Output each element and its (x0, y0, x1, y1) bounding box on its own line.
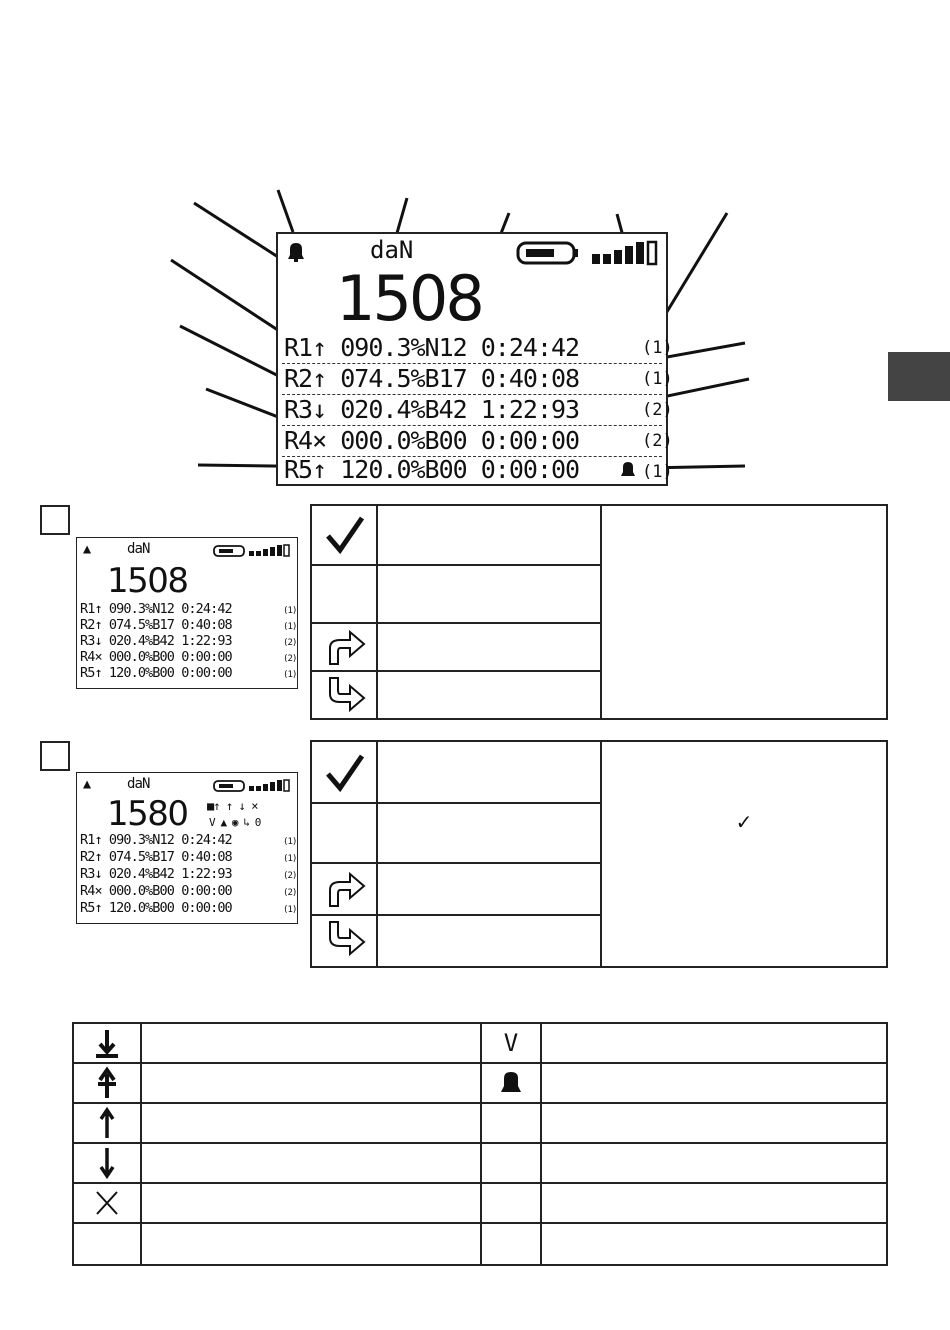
legend-text-cell (541, 1143, 887, 1183)
panel2-button-table (310, 740, 888, 968)
down-button-cell[interactable] (311, 915, 377, 967)
panel1-button-table (310, 504, 888, 720)
legend-icon-cell (481, 1023, 541, 1063)
battery-signal-icon (213, 779, 295, 793)
readout-row: R5↑ 120.0%B00 0:00:00 (80, 900, 232, 916)
confirm-button-cell[interactable] (311, 505, 377, 565)
readout-row: R4× 000.0%B00 0:00:00 (284, 426, 580, 455)
legend-icon-cell (481, 1103, 541, 1143)
row-index: (1) (283, 905, 297, 915)
bell-icon (482, 1064, 540, 1102)
checkmark-icon (312, 506, 376, 564)
readout-row: R3↓ 020.4%B42 1:22:93 (80, 866, 232, 882)
button-function-cell (377, 915, 601, 967)
readout-row: R2↑ 074.5%B17 0:40:08 (80, 617, 232, 633)
blank-button-cell[interactable] (311, 803, 377, 863)
battery-signal-icon (213, 544, 295, 558)
readout-row: R5↑ 120.0%B00 0:00:00 (284, 455, 580, 484)
row-index: (1) (283, 622, 297, 632)
signal-strength-icon (590, 240, 666, 268)
readout-row: R2↑ 074.5%B17 0:40:08 (80, 849, 232, 865)
v-mode-icon: V (503, 1029, 519, 1057)
button-function-cell (377, 565, 601, 623)
row-index: (1) (642, 462, 673, 482)
main-display (276, 232, 673, 486)
readout-row: R5↑ 120.0%B00 0:00:00 (80, 665, 232, 681)
curved-arrow-up-icon (312, 624, 376, 670)
battery-icon (516, 240, 580, 266)
status-icons-top: ■↑ ↑ ↓ × (207, 799, 258, 813)
row-index: (2) (283, 654, 297, 664)
readout-row: R4× 000.0%B00 0:00:00 (80, 883, 232, 899)
button-function-cell (377, 741, 601, 803)
blank-button-cell[interactable] (311, 565, 377, 623)
legend-text-cell (141, 1103, 481, 1143)
readout-row: R1↑ 090.3%N12 0:24:42 (80, 601, 232, 617)
arrow-up-bar-icon (74, 1064, 140, 1102)
check-mark-text: ✓ (735, 810, 753, 834)
legend-text-cell (141, 1143, 481, 1183)
curved-arrow-down-icon (312, 916, 376, 966)
button-function-cell (377, 623, 601, 671)
arrow-down-bar-icon (74, 1024, 140, 1062)
small-display-2 (76, 772, 298, 924)
legend-text-cell (541, 1183, 887, 1223)
legend-icon-cell (73, 1223, 141, 1265)
checkmark-icon (312, 742, 376, 802)
force-value: 1508 (107, 561, 188, 601)
force-value: 1580 (107, 794, 188, 834)
row-index: (1) (283, 606, 297, 616)
row-index: (1) (283, 837, 297, 847)
arrow-up-icon (74, 1104, 140, 1142)
legend-text-cell (141, 1183, 481, 1223)
up-button-cell[interactable] (311, 623, 377, 671)
bell-icon (284, 240, 308, 264)
row-index: (2) (283, 888, 297, 898)
row-index: (1) (283, 670, 297, 680)
cross-icon (74, 1184, 140, 1222)
panel-number-box (40, 741, 70, 771)
bell-icon (618, 460, 638, 480)
curved-arrow-up-icon (312, 864, 376, 914)
row-index: (1) (642, 369, 673, 389)
row-index: (1) (283, 854, 297, 864)
readout-row: R2↑ 074.5%B17 0:40:08 (284, 364, 580, 393)
panel1-description (601, 505, 887, 719)
legend-icon-cell (73, 1063, 141, 1103)
row-index: (1) (642, 338, 673, 358)
button-function-cell (377, 863, 601, 915)
legend-icon-cell (481, 1143, 541, 1183)
unit-label: daN (127, 541, 150, 557)
legend-icon-cell (481, 1223, 541, 1265)
legend-text-cell (541, 1023, 887, 1063)
legend-icon-cell (481, 1183, 541, 1223)
confirm-button-cell[interactable] (311, 741, 377, 803)
legend-text-cell (541, 1063, 887, 1103)
arrow-down-icon (74, 1144, 140, 1182)
readout-row: R4× 000.0%B00 0:00:00 (80, 649, 232, 665)
legend-table (72, 1022, 888, 1266)
up-button-cell[interactable] (311, 863, 377, 915)
legend-text-cell (141, 1223, 481, 1265)
unit-label: daN (127, 776, 150, 792)
bell-icon: ▲ (83, 776, 91, 792)
readout-row: R3↓ 020.4%B42 1:22:93 (284, 395, 580, 424)
legend-text-cell (141, 1063, 481, 1103)
unit-label: daN (370, 236, 414, 264)
legend-icon-cell (73, 1143, 141, 1183)
button-function-cell (377, 671, 601, 719)
bell-icon: ▲ (83, 541, 91, 557)
row-index: (2) (283, 638, 297, 648)
panel2-description (601, 741, 887, 967)
row-index: (2) (642, 400, 673, 420)
readout-row: R1↑ 090.3%N12 0:24:42 (284, 333, 580, 362)
legend-icon-cell (73, 1023, 141, 1063)
small-display-1 (76, 537, 298, 689)
panel-number-box (40, 505, 70, 535)
down-button-cell[interactable] (311, 671, 377, 719)
legend-icon-cell (481, 1063, 541, 1103)
readout-row: R1↑ 090.3%N12 0:24:42 (80, 832, 232, 848)
legend-text-cell (141, 1023, 481, 1063)
button-function-cell (377, 505, 601, 565)
legend-icon-cell (73, 1103, 141, 1143)
legend-text-cell (541, 1103, 887, 1143)
status-icons-bottom: V ▲ ◉ ↳ 0 (209, 816, 261, 829)
legend-icon-cell (73, 1183, 141, 1223)
force-value: 1508 (336, 262, 482, 335)
readout-row: R3↓ 020.4%B42 1:22:93 (80, 633, 232, 649)
curved-arrow-down-icon (312, 672, 376, 718)
legend-text-cell (541, 1223, 887, 1265)
row-index: (2) (283, 871, 297, 881)
row-index: (2) (642, 431, 673, 451)
button-function-cell (377, 803, 601, 863)
